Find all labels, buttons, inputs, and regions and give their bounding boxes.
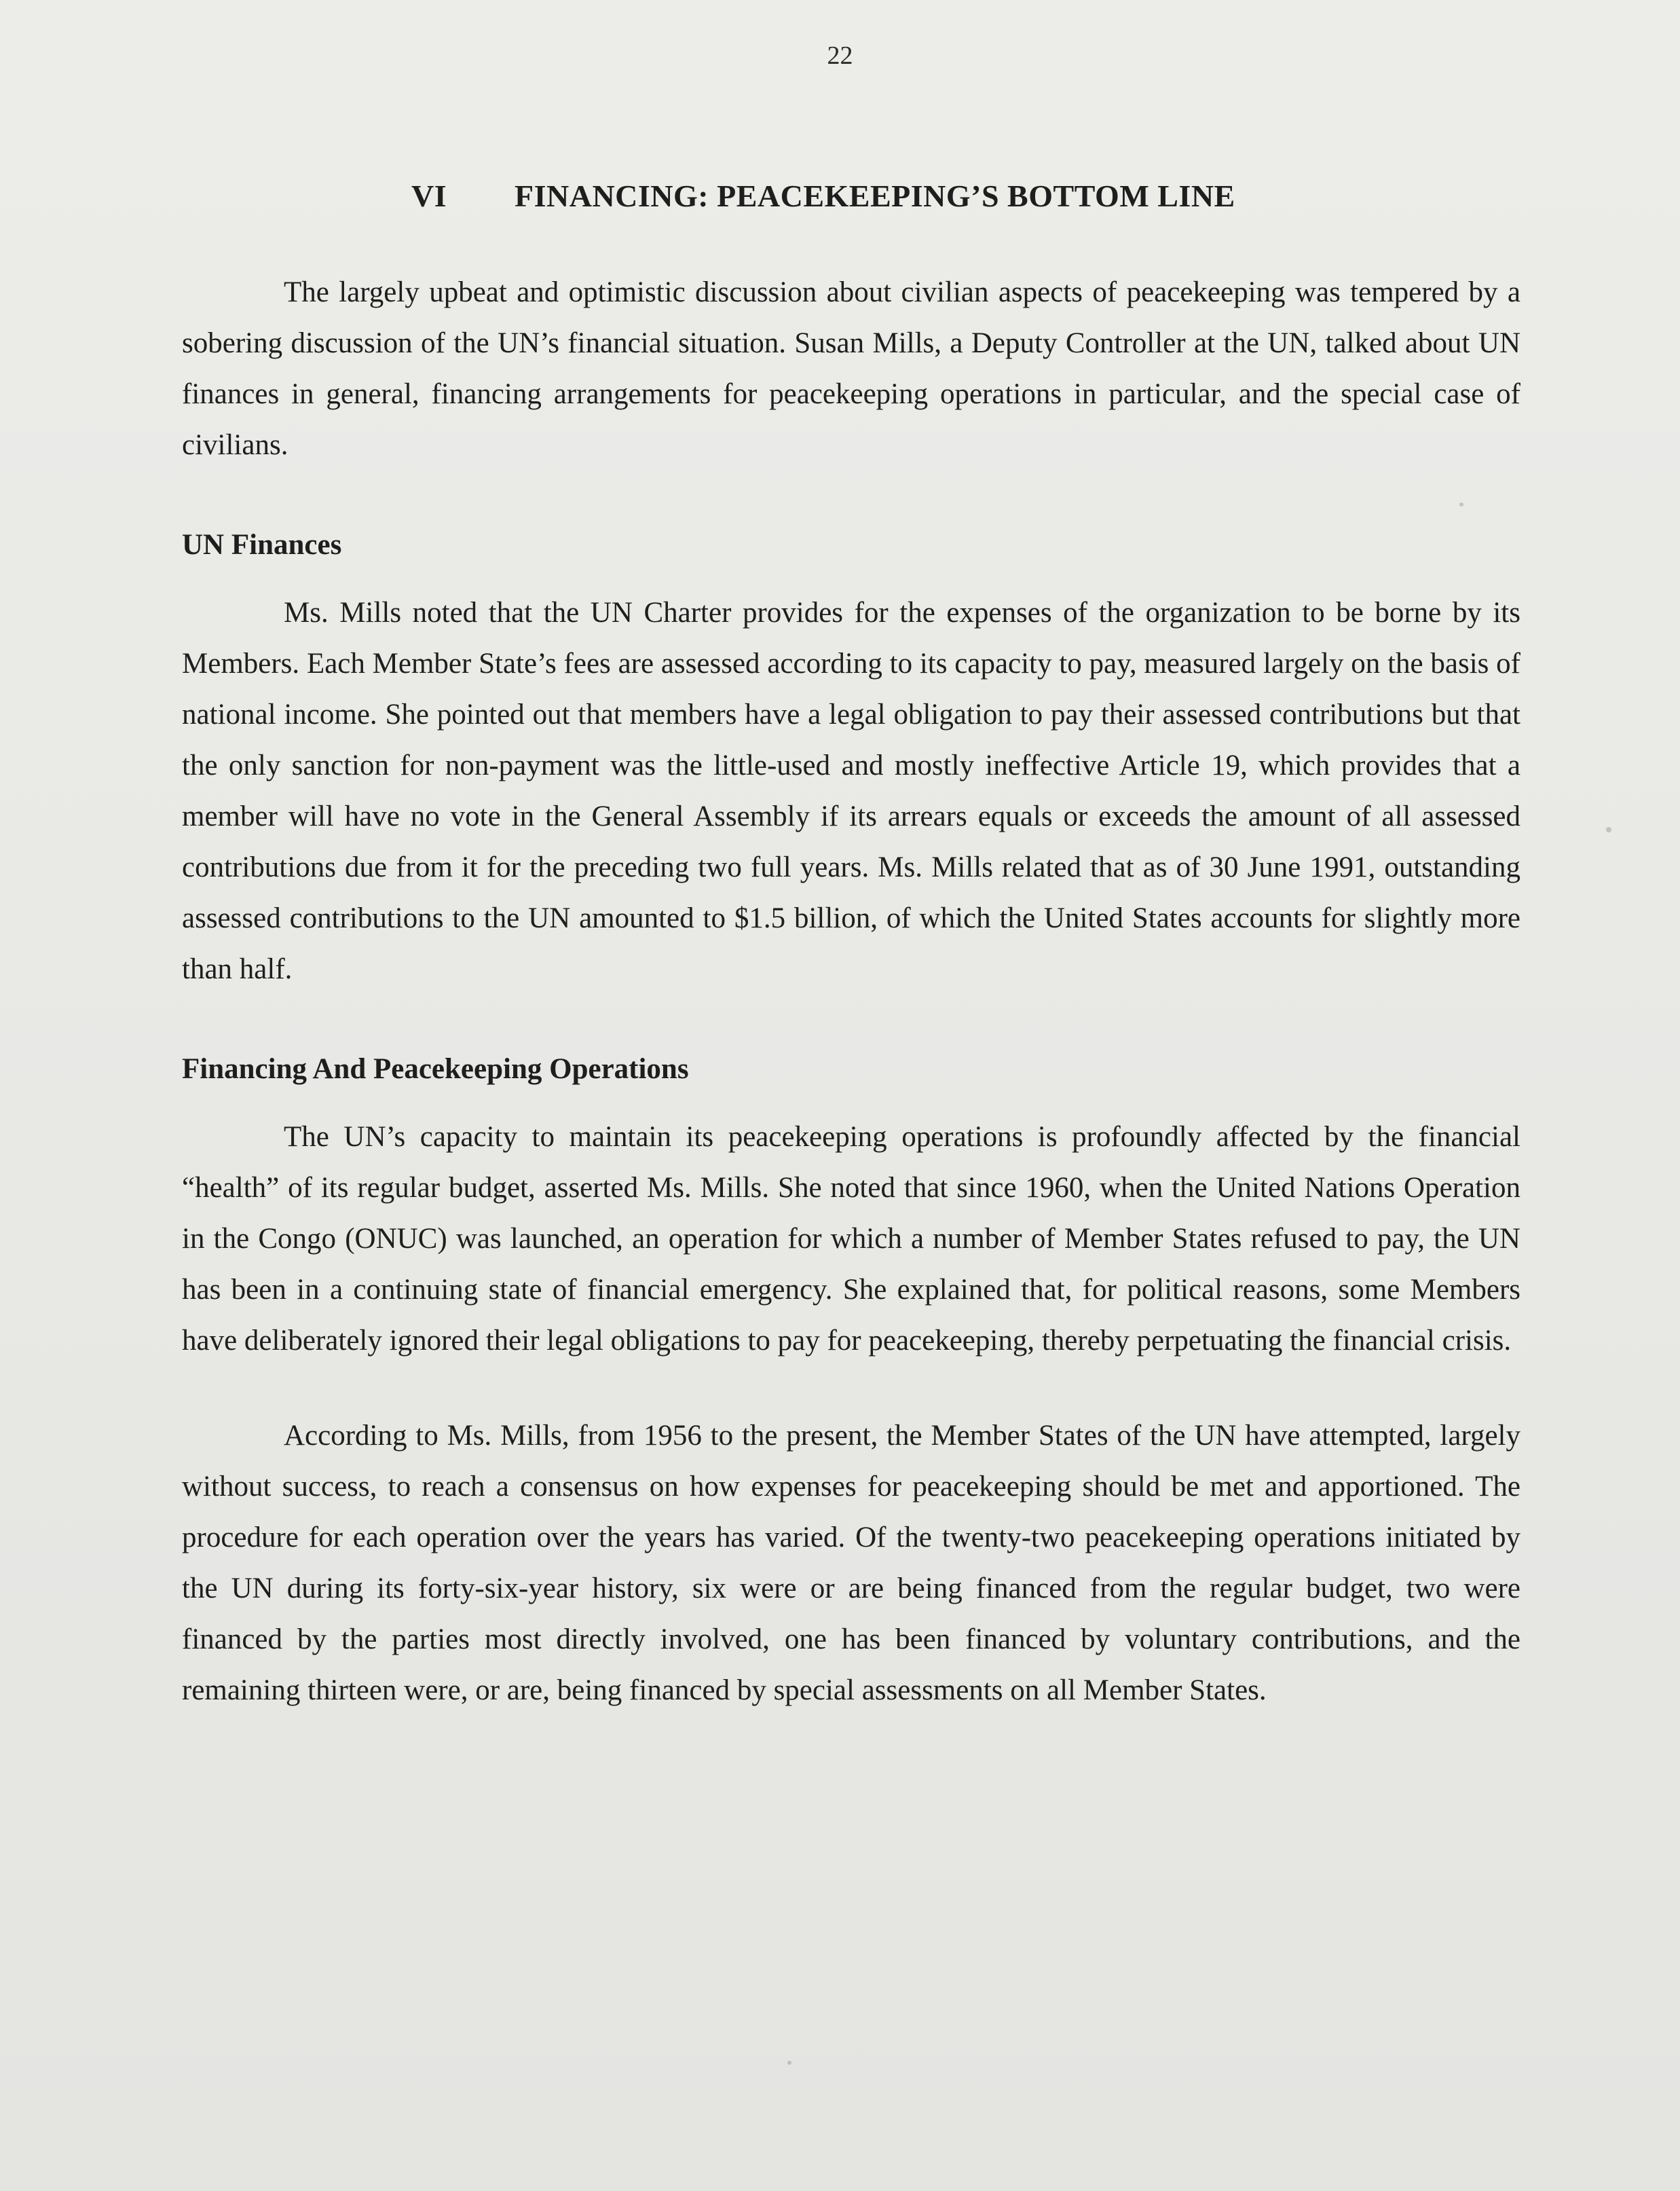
intro-paragraph: The largely upbeat and optimistic discussion about civilian aspects of peacekeeping was tempered by a sobering discussion of the UN’s financial situation. Susan Mills, a Deputy Controller at the UN, talked about UN finances in general, financing arrangements for peacekeeping operations in particular, and the special case of civilians. [182, 276, 1520, 461]
page-body [182, 178, 1520, 1760]
paragraph-apportionment: According to Ms. Mills, from 1956 to the present, the Member States of the UN have attempted, largely without success, to reach a consensus on how expenses for peacekeeping should be met and apportioned. The procedure for each operation over the years has varied. Of the twenty-two peacekeeping operations initiated by the UN during its forty-six-year history, six were or are being financed from the regular budget, two were financed by the parties most directly involved, one has been financed by voluntary contributions, and the remaining thirteen were, or are, being financed by special assessments on all Member States. [182, 1420, 1520, 1706]
page-number: 22 [827, 41, 853, 70]
section-heading-financing-operations: Financing And Peacekeeping Operations [182, 1053, 689, 1085]
paragraph-financial-health: The UN’s capacity to maintain its peacekeeping operations is profoundly affected by the financial “health” of its regular budget, asserted Ms. Mills. She noted that since 1960, when the United Nations Operation in the Congo (ONUC) was launched, an operation for which a number of Member States refused to pay, the UN has been in a continuing state of financial emergency. She explained that, for political reasons, some Members have deliberately ignored their legal obligations to pay for peacekeeping, thereby perpetuating the financial crisis. [182, 1121, 1520, 1357]
paragraph-un-finances: Ms. Mills noted that the UN Charter provides for the expenses of the organization to be borne by its Members. Each Member State’s fees are assessed according to its capacity to pay, measured largely on the basis of national income. She pointed out that members have a legal obligation to pay their assessed contributions but that the only sanction for non-payment was the little-used and mostly ineffective Article 19, which provides that a member will have no vote in the General Assembly if its arrears equals or exceeds the amount of all assessed contributions due from it for the preceding two full years. Ms. Mills related that as of 30 June 1991, outstanding assessed contributions to the UN amounted to $1.5 billion, of which the United States accounts for slightly more than half. [182, 597, 1520, 985]
chapter-heading [182, 178, 1520, 214]
paper-speck [1606, 827, 1611, 832]
chapter-number: VI [411, 179, 447, 213]
chapter-title: FINANCING: PEACEKEEPING’S BOTTOM LINE [515, 179, 1235, 213]
section-heading-un-finances: UN Finances [182, 529, 342, 561]
paper-speck [787, 2061, 791, 2065]
